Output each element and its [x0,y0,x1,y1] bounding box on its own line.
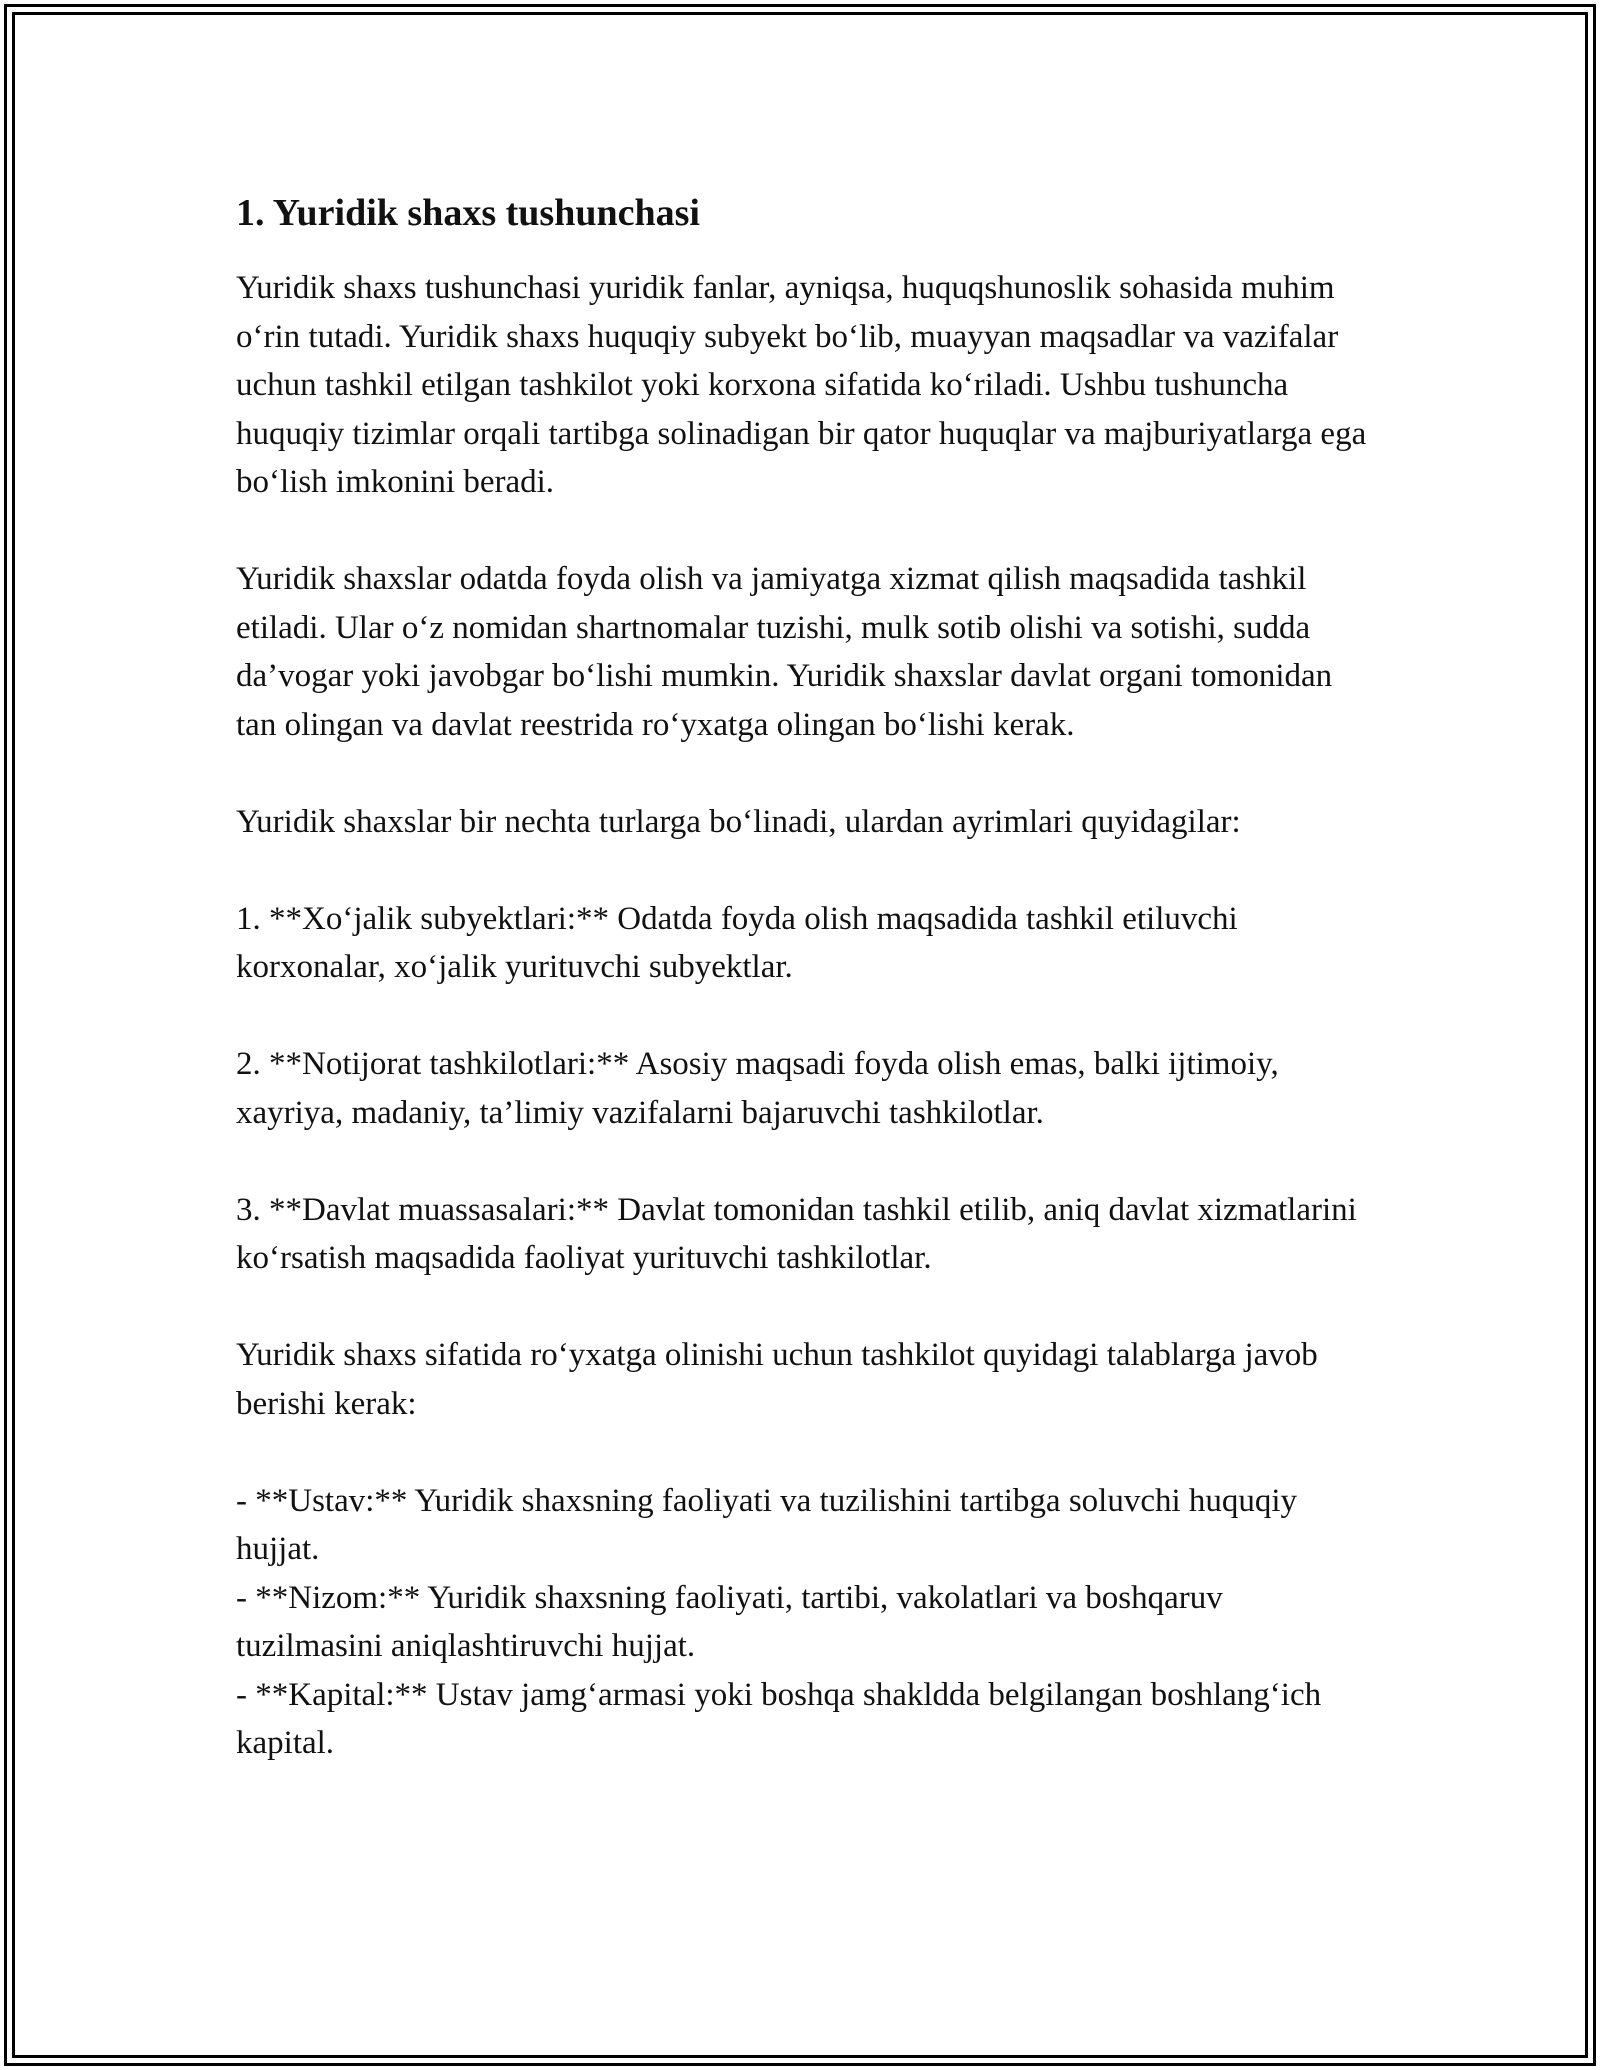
list-item-economic-entities: 1. **Xo‘jalik subyektlari:** Odatda foyda olish maqsadida tashkil etiluvchi korxonalar, xo‘jalik yurituvchi subyektlar. [236,900,1238,985]
document-body [236,188,1376,1768]
paragraph-intro: Yuridik shaxs tushunchasi yuridik fanlar, ayniqsa, huquqshunoslik sohasida muhim o‘rin tutadi. Yuridik shaxs huquqiy subyekt bo‘lib, muayyan maqsadlar va vazifalar uchun tashkil etilgan tashkilot yoki korxona sifatida ko‘riladi. Ushbu tushuncha huquqiy tizimlar orqali tartibga solinadigan bir qator huquqlar va majburiyatlarga ega bo‘lish imkonini beradi. [236,270,1367,500]
list-item-state-institutions: 3. **Davlat muassasalari:** Davlat tomonidan tashkil etilib, aniq davlat xizmatlarini ko‘rsatish maqsadida faoliyat yurituvchi tashkilotlar. [236,1191,1357,1276]
document-title: 1. Yuridik shaxs tushunchasi [236,192,700,234]
paragraph-requirements-intro: Yuridik shaxs sifatida ro‘yxatga olinishi uchun tashkilot quyidagi talablarga javob berishi kerak: [236,1337,1318,1422]
requirement-regulation: - **Nizom:** Yuridik shaxsning faoliyati, tartibi, vakolatlari va boshqaruv tuzilmasini aniqlashtiruvchi hujjat. [236,1579,1223,1664]
list-item-nonprofit-organizations: 2. **Notijorat tashkilotlari:** Asosiy maqsadi foyda olish emas, balki ijtimoiy, xayriya, madaniy, ta’limiy vazifalarni bajaruvchi tashkilotlar. [236,1046,1279,1131]
requirement-charter: - **Ustav:** Yuridik shaxsning faoliyati va tuzilishini tartibga soluvchi huquqiy hujjat. [236,1482,1298,1567]
paragraph-types-intro: Yuridik shaxslar bir nechta turlarga bo‘linadi, ulardan ayrimlari quyidagilar: [236,803,1241,840]
paragraph-purpose: Yuridik shaxslar odatda foyda olish va jamiyatga xizmat qilish maqsadida tashkil etiladi. Ular o‘z nomidan shartnomalar tuzishi, mulk sotib olishi va sotishi, sudda da’vogar yoki javobgar bo‘lishi mumkin. Yuridik shaxslar davlat organi tomonidan tan olingan va davlat reestrida ro‘yxatga olingan bo‘lishi kerak. [236,561,1333,743]
requirement-capital: - **Kapital:** Ustav jamg‘armasi yoki boshqa shakldda belgilangan boshlang‘ich kapital. [236,1676,1322,1761]
requirements-list [236,1477,1376,1768]
